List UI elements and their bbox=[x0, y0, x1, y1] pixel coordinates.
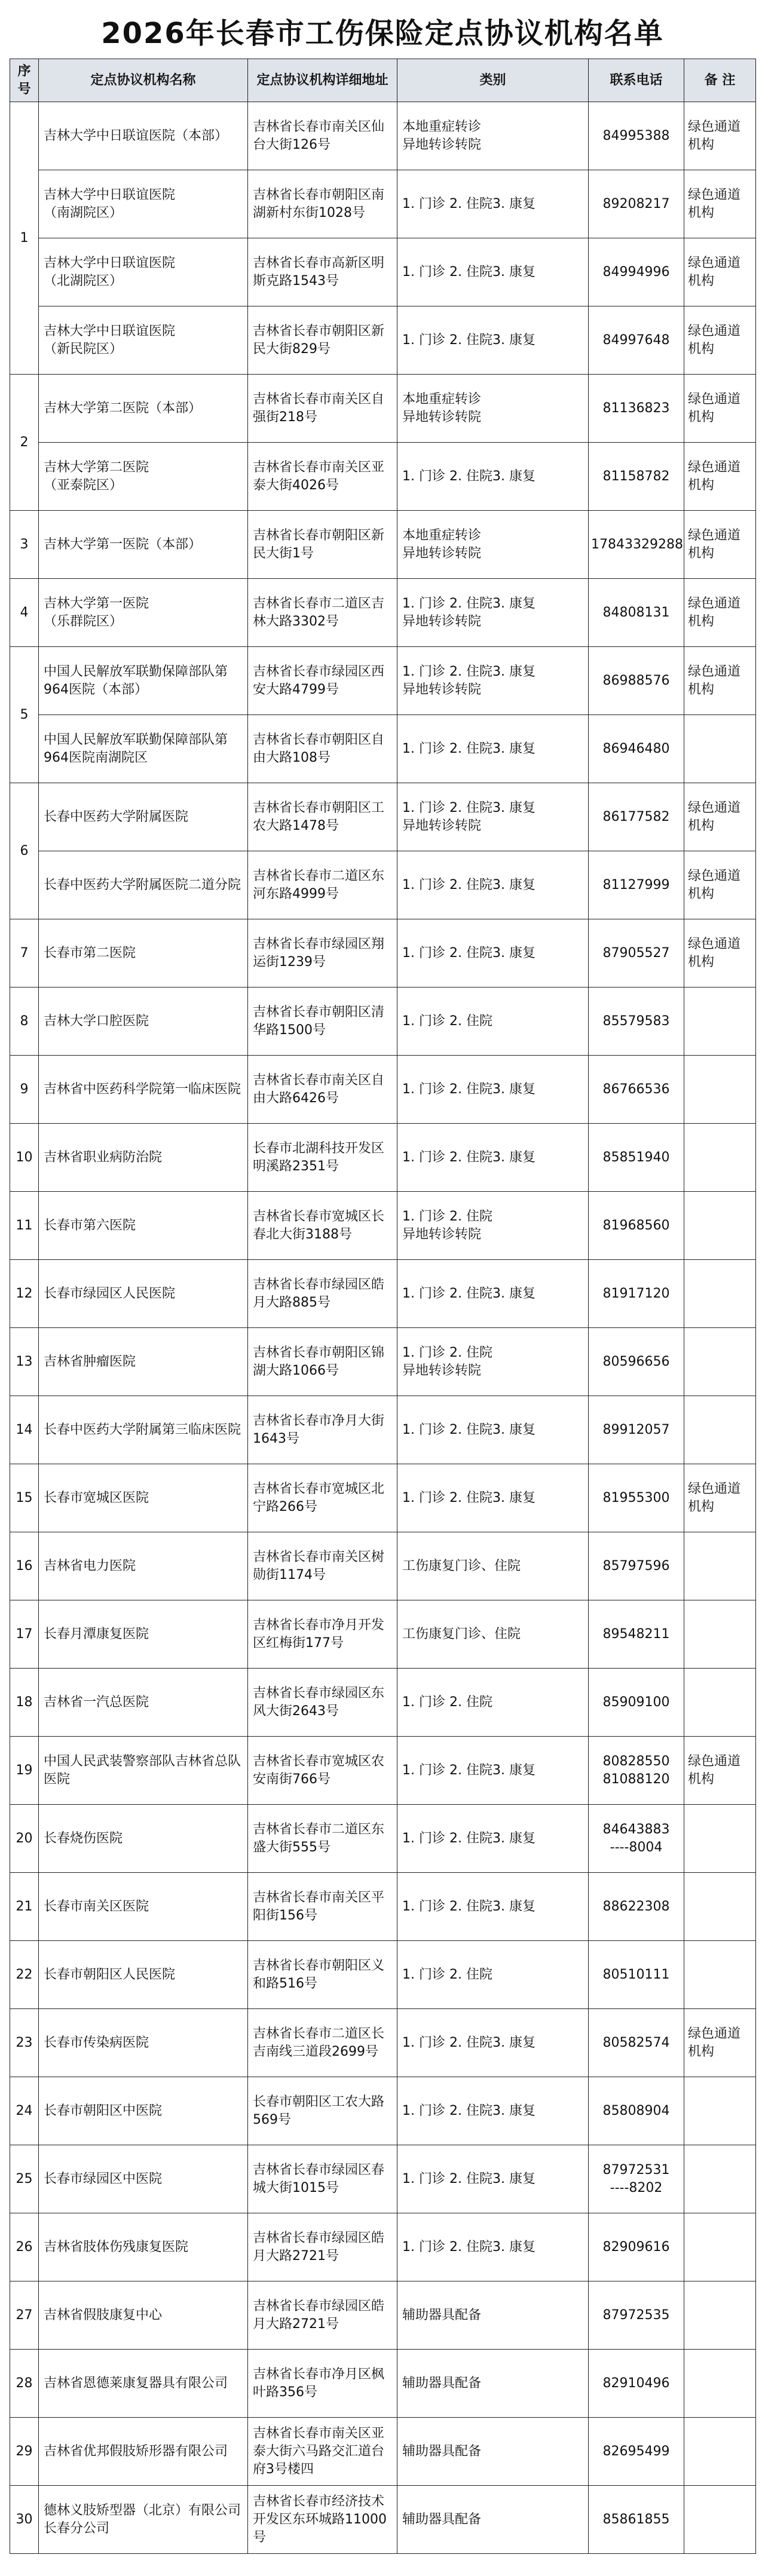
table-row bbox=[10, 2213, 756, 2281]
cell-address: 吉林省长春市朝阳区南湖新村东街1028号 bbox=[248, 170, 397, 238]
cell-name: 中国人民武装警察部队吉林省总队医院 bbox=[39, 1737, 248, 1805]
cell-category: 辅助器具配备 bbox=[397, 2486, 589, 2554]
cell-seq: 26 bbox=[10, 2213, 39, 2281]
cell-note bbox=[684, 1328, 756, 1396]
cell-address: 吉林省长春市南关区亚泰大街六马路交汇道台府3号楼四 bbox=[248, 2418, 397, 2486]
cell-note bbox=[684, 2486, 756, 2554]
cell-address: 吉林省长春市绿园区春城大街1015号 bbox=[248, 2145, 397, 2213]
cell-phone: 86766536 bbox=[589, 1056, 684, 1124]
cell-seq: 14 bbox=[10, 1396, 39, 1464]
cell-category: 本地重症转诊 异地转诊转院 bbox=[397, 102, 589, 170]
cell-address: 吉林省长春市朝阳区工农大路1478号 bbox=[248, 783, 397, 851]
cell-address: 吉林省长春市朝阳区新民大街829号 bbox=[248, 306, 397, 375]
cell-category: 辅助器具配备 bbox=[397, 2350, 589, 2418]
cell-category: 1. 门诊 2. 住院3. 康复 bbox=[397, 1805, 589, 1873]
table-row bbox=[10, 1805, 756, 1873]
cell-note: 绿色通道机构 bbox=[684, 1737, 756, 1805]
table-row bbox=[10, 2009, 756, 2077]
cell-name: 长春市南关区医院 bbox=[39, 1873, 248, 1941]
cell-note bbox=[684, 2350, 756, 2418]
cell-note: 绿色通道机构 bbox=[684, 102, 756, 170]
cell-seq: 19 bbox=[10, 1737, 39, 1805]
cell-phone: 81917120 bbox=[589, 1260, 684, 1328]
cell-seq: 25 bbox=[10, 2145, 39, 2213]
institution-table bbox=[10, 59, 756, 2554]
table-row bbox=[10, 511, 756, 579]
cell-phone: 80510111 bbox=[589, 1941, 684, 2009]
cell-phone: 85797596 bbox=[589, 1532, 684, 1600]
header-category: 类别 bbox=[397, 59, 589, 102]
table-row bbox=[10, 2486, 756, 2554]
cell-seq: 22 bbox=[10, 1941, 39, 2009]
cell-phone: 86177582 bbox=[589, 783, 684, 851]
cell-category: 1. 门诊 2. 住院 异地转诊转院 bbox=[397, 1328, 589, 1396]
cell-seq: 10 bbox=[10, 1124, 39, 1192]
cell-seq: 5 bbox=[10, 647, 39, 783]
table-row bbox=[10, 170, 756, 238]
cell-address: 吉林省长春市朝阳区新民大街1号 bbox=[248, 511, 397, 579]
cell-name: 长春月潭康复医院 bbox=[39, 1600, 248, 1669]
cell-seq: 9 bbox=[10, 1056, 39, 1124]
cell-category: 1. 门诊 2. 住院3. 康复 bbox=[397, 2213, 589, 2281]
table-row bbox=[10, 2281, 756, 2350]
cell-category: 本地重症转诊 异地转诊转院 bbox=[397, 375, 589, 443]
cell-name: 吉林大学中日联谊医院 （北湖院区） bbox=[39, 238, 248, 306]
cell-note bbox=[684, 1941, 756, 2009]
cell-note: 绿色通道机构 bbox=[684, 306, 756, 375]
table-row bbox=[10, 1464, 756, 1532]
cell-phone: 82695499 bbox=[589, 2418, 684, 2486]
cell-note bbox=[684, 1669, 756, 1737]
cell-category: 本地重症转诊 异地转诊转院 bbox=[397, 511, 589, 579]
cell-address: 吉林省长春市宽城区农安南街766号 bbox=[248, 1737, 397, 1805]
cell-address: 吉林省长春市宽城区北宁路266号 bbox=[248, 1464, 397, 1532]
cell-seq: 8 bbox=[10, 988, 39, 1056]
cell-seq: 4 bbox=[10, 579, 39, 647]
table-row bbox=[10, 2077, 756, 2145]
cell-note: 绿色通道机构 bbox=[684, 443, 756, 511]
cell-name: 德林义肢矫型器（北京）有限公司长春分公司 bbox=[39, 2486, 248, 2554]
table-row bbox=[10, 443, 756, 511]
cell-category: 1. 门诊 2. 住院3. 康复 异地转诊转院 bbox=[397, 579, 589, 647]
cell-note bbox=[684, 1056, 756, 1124]
cell-note: 绿色通道机构 bbox=[684, 170, 756, 238]
cell-note bbox=[684, 2213, 756, 2281]
cell-category: 1. 门诊 2. 住院3. 康复 bbox=[397, 2145, 589, 2213]
cell-name: 吉林大学中日联谊医院（本部） bbox=[39, 102, 248, 170]
cell-phone: 87905527 bbox=[589, 919, 684, 988]
cell-note bbox=[684, 2145, 756, 2213]
cell-name: 吉林省一汽总医院 bbox=[39, 1669, 248, 1737]
cell-address: 吉林省长春市净月开发区红梅街177号 bbox=[248, 1600, 397, 1669]
cell-seq: 24 bbox=[10, 2077, 39, 2145]
cell-seq: 23 bbox=[10, 2009, 39, 2077]
cell-seq: 28 bbox=[10, 2350, 39, 2418]
cell-seq: 7 bbox=[10, 919, 39, 988]
cell-address: 吉林省长春市宽城区长春北大街3188号 bbox=[248, 1192, 397, 1260]
cell-seq: 27 bbox=[10, 2281, 39, 2350]
cell-seq: 3 bbox=[10, 511, 39, 579]
cell-phone: 81127999 bbox=[589, 851, 684, 919]
cell-name: 长春市第二医院 bbox=[39, 919, 248, 988]
cell-name: 长春中医药大学附属第三临床医院 bbox=[39, 1396, 248, 1464]
cell-seq: 16 bbox=[10, 1532, 39, 1600]
cell-address: 吉林省长春市朝阳区清华路1500号 bbox=[248, 988, 397, 1056]
cell-address: 吉林省长春市朝阳区自由大路108号 bbox=[248, 715, 397, 783]
cell-address: 吉林省长春市绿园区皓月大路2721号 bbox=[248, 2213, 397, 2281]
cell-note bbox=[684, 1532, 756, 1600]
cell-phone: 81955300 bbox=[589, 1464, 684, 1532]
cell-phone: 85851940 bbox=[589, 1124, 684, 1192]
cell-category: 1. 门诊 2. 住院3. 康复 bbox=[397, 170, 589, 238]
cell-name: 长春市绿园区人民医院 bbox=[39, 1260, 248, 1328]
cell-name: 长春市绿园区中医院 bbox=[39, 2145, 248, 2213]
cell-category: 1. 门诊 2. 住院3. 康复 bbox=[397, 1056, 589, 1124]
cell-phone: 81968560 bbox=[589, 1192, 684, 1260]
cell-address: 吉林省长春市绿园区皓月大路885号 bbox=[248, 1260, 397, 1328]
table-row bbox=[10, 1328, 756, 1396]
cell-address: 吉林省长春市朝阳区义和路516号 bbox=[248, 1941, 397, 2009]
cell-category: 1. 门诊 2. 住院3. 康复 bbox=[397, 919, 589, 988]
table-row bbox=[10, 2418, 756, 2486]
cell-name: 吉林大学第二医院 （亚泰院区） bbox=[39, 443, 248, 511]
table-header-row bbox=[10, 59, 756, 102]
cell-category: 1. 门诊 2. 住院3. 康复 bbox=[397, 1124, 589, 1192]
cell-note bbox=[684, 1396, 756, 1464]
cell-phone: 86988576 bbox=[589, 647, 684, 715]
cell-name: 长春中医药大学附属医院二道分院 bbox=[39, 851, 248, 919]
cell-category: 1. 门诊 2. 住院3. 康复 bbox=[397, 1260, 589, 1328]
table-row bbox=[10, 1669, 756, 1737]
cell-seq: 11 bbox=[10, 1192, 39, 1260]
cell-name: 吉林大学第一医院（本部） bbox=[39, 511, 248, 579]
table-row bbox=[10, 1532, 756, 1600]
table-row bbox=[10, 1124, 756, 1192]
cell-note: 绿色通道机构 bbox=[684, 919, 756, 988]
cell-seq: 13 bbox=[10, 1328, 39, 1396]
cell-phone: 84808131 bbox=[589, 579, 684, 647]
cell-seq: 2 bbox=[10, 375, 39, 511]
cell-seq: 15 bbox=[10, 1464, 39, 1532]
table-row bbox=[10, 2145, 756, 2213]
cell-address: 吉林省长春市二道区东盛大街555号 bbox=[248, 1805, 397, 1873]
table-row bbox=[10, 102, 756, 170]
cell-phone: 89208217 bbox=[589, 170, 684, 238]
cell-note: 绿色通道机构 bbox=[684, 511, 756, 579]
cell-address: 吉林省长春市净月区枫叶路356号 bbox=[248, 2350, 397, 2418]
cell-category: 工伤康复门诊、住院 bbox=[397, 1532, 589, 1600]
cell-address: 吉林省长春市绿园区翔运街1239号 bbox=[248, 919, 397, 988]
cell-category: 1. 门诊 2. 住院3. 康复 bbox=[397, 1396, 589, 1464]
table-row bbox=[10, 2350, 756, 2418]
cell-name: 中国人民解放军联勤保障部队第964医院（本部） bbox=[39, 647, 248, 715]
header-name: 定点协议机构名称 bbox=[39, 59, 248, 102]
cell-address: 吉林省长春市朝阳区锦湖大路1066号 bbox=[248, 1328, 397, 1396]
cell-seq: 21 bbox=[10, 1873, 39, 1941]
table-row bbox=[10, 919, 756, 988]
cell-category: 辅助器具配备 bbox=[397, 2418, 589, 2486]
cell-phone: 85808904 bbox=[589, 2077, 684, 2145]
cell-address: 吉林省长春市二道区东河东路4999号 bbox=[248, 851, 397, 919]
cell-note: 绿色通道机构 bbox=[684, 783, 756, 851]
cell-name: 长春市传染病医院 bbox=[39, 2009, 248, 2077]
table-row bbox=[10, 851, 756, 919]
cell-category: 1. 门诊 2. 住院3. 康复 bbox=[397, 1737, 589, 1805]
cell-address: 长春市朝阳区工农大路569号 bbox=[248, 2077, 397, 2145]
cell-name: 吉林省职业病防治院 bbox=[39, 1124, 248, 1192]
cell-address: 吉林省长春市绿园区皓月大路2721号 bbox=[248, 2281, 397, 2350]
cell-category: 1. 门诊 2. 住院3. 康复 bbox=[397, 443, 589, 511]
cell-name: 长春烧伤医院 bbox=[39, 1805, 248, 1873]
cell-seq: 6 bbox=[10, 783, 39, 919]
cell-address: 吉林省长春市南关区亚泰大街4026号 bbox=[248, 443, 397, 511]
table-row bbox=[10, 783, 756, 851]
cell-note: 绿色通道机构 bbox=[684, 375, 756, 443]
cell-note: 绿色通道机构 bbox=[684, 647, 756, 715]
table-row bbox=[10, 1873, 756, 1941]
cell-note: 绿色通道机构 bbox=[684, 851, 756, 919]
cell-address: 长春市北湖科技开发区明溪路2351号 bbox=[248, 1124, 397, 1192]
cell-note bbox=[684, 1260, 756, 1328]
header-address: 定点协议机构详细地址 bbox=[248, 59, 397, 102]
cell-category: 工伤康复门诊、住院 bbox=[397, 1600, 589, 1669]
cell-category: 1. 门诊 2. 住院 bbox=[397, 1669, 589, 1737]
table-row bbox=[10, 647, 756, 715]
cell-note: 绿色通道机构 bbox=[684, 2009, 756, 2077]
cell-name: 中国人民解放军联勤保障部队第964医院南湖院区 bbox=[39, 715, 248, 783]
cell-name: 吉林省肢体伤残康复医院 bbox=[39, 2213, 248, 2281]
cell-phone: 88622308 bbox=[589, 1873, 684, 1941]
cell-seq: 1 bbox=[10, 102, 39, 375]
cell-seq: 20 bbox=[10, 1805, 39, 1873]
table-row bbox=[10, 238, 756, 306]
cell-phone: 84997648 bbox=[589, 306, 684, 375]
header-note: 备 注 bbox=[684, 59, 756, 102]
cell-name: 吉林省肿瘤医院 bbox=[39, 1328, 248, 1396]
cell-phone: 85579583 bbox=[589, 988, 684, 1056]
cell-phone: 89912057 bbox=[589, 1396, 684, 1464]
cell-address: 吉林省长春市南关区树勋街1174号 bbox=[248, 1532, 397, 1600]
cell-phone: 87972531 ----8202 bbox=[589, 2145, 684, 2213]
cell-name: 吉林大学中日联谊医院 （南湖院区） bbox=[39, 170, 248, 238]
cell-seq: 17 bbox=[10, 1600, 39, 1669]
cell-phone: 81158782 bbox=[589, 443, 684, 511]
cell-address: 吉林省长春市高新区明斯克路1543号 bbox=[248, 238, 397, 306]
cell-address: 吉林省长春市绿园区东风大街2643号 bbox=[248, 1669, 397, 1737]
cell-note bbox=[684, 988, 756, 1056]
table-row bbox=[10, 1192, 756, 1260]
cell-address: 吉林省长春市净月大街1643号 bbox=[248, 1396, 397, 1464]
table-row bbox=[10, 715, 756, 783]
cell-note: 绿色通道机构 bbox=[684, 238, 756, 306]
document-title: 2026年长春市工伤保险定点协议机构名单 bbox=[101, 17, 664, 50]
cell-phone: 17843329288 bbox=[589, 511, 684, 579]
cell-note bbox=[684, 2281, 756, 2350]
cell-note bbox=[684, 2077, 756, 2145]
cell-address: 吉林省长春市经济技术开发区东环城路11000号 bbox=[248, 2486, 397, 2554]
table-row bbox=[10, 1600, 756, 1669]
cell-category: 1. 门诊 2. 住院3. 康复 bbox=[397, 715, 589, 783]
cell-seq: 29 bbox=[10, 2418, 39, 2486]
cell-note bbox=[684, 2418, 756, 2486]
cell-name: 吉林大学口腔医院 bbox=[39, 988, 248, 1056]
cell-category: 1. 门诊 2. 住院3. 康复 bbox=[397, 851, 589, 919]
cell-address: 吉林省长春市南关区自强街218号 bbox=[248, 375, 397, 443]
cell-phone: 84643883 ----8004 bbox=[589, 1805, 684, 1873]
cell-category: 1. 门诊 2. 住院3. 康复 bbox=[397, 2077, 589, 2145]
cell-category: 1. 门诊 2. 住院3. 康复 bbox=[397, 238, 589, 306]
cell-note: 绿色通道机构 bbox=[684, 579, 756, 647]
cell-seq: 18 bbox=[10, 1669, 39, 1737]
cell-phone: 86946480 bbox=[589, 715, 684, 783]
cell-note bbox=[684, 1124, 756, 1192]
cell-phone: 80582574 bbox=[589, 2009, 684, 2077]
table-row bbox=[10, 1260, 756, 1328]
cell-category: 1. 门诊 2. 住院3. 康复 bbox=[397, 1464, 589, 1532]
cell-name: 吉林省恩德莱康复器具有限公司 bbox=[39, 2350, 248, 2418]
cell-category: 1. 门诊 2. 住院3. 康复 bbox=[397, 2009, 589, 2077]
cell-phone: 85861855 bbox=[589, 2486, 684, 2554]
cell-seq: 12 bbox=[10, 1260, 39, 1328]
cell-phone: 85909100 bbox=[589, 1669, 684, 1737]
cell-category: 1. 门诊 2. 住院3. 康复 异地转诊转院 bbox=[397, 647, 589, 715]
cell-note bbox=[684, 1873, 756, 1941]
table-row bbox=[10, 1737, 756, 1805]
cell-name: 长春市朝阳区中医院 bbox=[39, 2077, 248, 2145]
table-row bbox=[10, 306, 756, 375]
cell-address: 吉林省长春市二道区吉林大路3302号 bbox=[248, 579, 397, 647]
cell-address: 吉林省长春市绿园区西安大路4799号 bbox=[248, 647, 397, 715]
table-row bbox=[10, 375, 756, 443]
cell-name: 长春市宽城区医院 bbox=[39, 1464, 248, 1532]
cell-name: 长春中医药大学附属医院 bbox=[39, 783, 248, 851]
cell-name: 吉林大学第一医院 （乐群院区） bbox=[39, 579, 248, 647]
table-row bbox=[10, 1396, 756, 1464]
cell-name: 吉林省优邦假肢矫形器有限公司 bbox=[39, 2418, 248, 2486]
cell-category: 1. 门诊 2. 住院 异地转诊转院 bbox=[397, 1192, 589, 1260]
cell-category: 辅助器具配备 bbox=[397, 2281, 589, 2350]
cell-address: 吉林省长春市南关区仙台大街126号 bbox=[248, 102, 397, 170]
cell-address: 吉林省长春市南关区自由大路6426号 bbox=[248, 1056, 397, 1124]
cell-phone: 84995388 bbox=[589, 102, 684, 170]
cell-phone: 87972535 bbox=[589, 2281, 684, 2350]
table-row bbox=[10, 1056, 756, 1124]
cell-category: 1. 门诊 2. 住院3. 康复 bbox=[397, 306, 589, 375]
cell-category: 1. 门诊 2. 住院3. 康复 异地转诊转院 bbox=[397, 783, 589, 851]
cell-note: 绿色通道机构 bbox=[684, 1464, 756, 1532]
cell-address: 吉林省长春市二道区长吉南线三道段2699号 bbox=[248, 2009, 397, 2077]
cell-name: 长春市第六医院 bbox=[39, 1192, 248, 1260]
cell-name: 吉林大学第二医院（本部） bbox=[39, 375, 248, 443]
cell-category: 1. 门诊 2. 住院 bbox=[397, 988, 589, 1056]
header-seq: 序号 bbox=[10, 59, 39, 102]
cell-name: 长春市朝阳区人民医院 bbox=[39, 1941, 248, 2009]
cell-note bbox=[684, 1600, 756, 1669]
cell-name: 吉林大学中日联谊医院 （新民院区） bbox=[39, 306, 248, 375]
cell-phone: 80828550 81088120 bbox=[589, 1737, 684, 1805]
cell-note bbox=[684, 1805, 756, 1873]
cell-phone: 84994996 bbox=[589, 238, 684, 306]
cell-phone: 80596656 bbox=[589, 1328, 684, 1396]
table-body bbox=[10, 102, 756, 2554]
table-row bbox=[10, 579, 756, 647]
cell-category: 1. 门诊 2. 住院 bbox=[397, 1941, 589, 2009]
table-row bbox=[10, 1941, 756, 2009]
cell-address: 吉林省长春市南关区平阳街156号 bbox=[248, 1873, 397, 1941]
cell-name: 吉林省中医药科学院第一临床医院 bbox=[39, 1056, 248, 1124]
cell-phone: 82910496 bbox=[589, 2350, 684, 2418]
header-phone: 联系电话 bbox=[589, 59, 684, 102]
cell-note bbox=[684, 715, 756, 783]
cell-phone: 82909616 bbox=[589, 2213, 684, 2281]
cell-phone: 81136823 bbox=[589, 375, 684, 443]
cell-name: 吉林省电力医院 bbox=[39, 1532, 248, 1600]
cell-seq: 30 bbox=[10, 2486, 39, 2554]
cell-name: 吉林省假肢康复中心 bbox=[39, 2281, 248, 2350]
cell-category: 1. 门诊 2. 住院3. 康复 bbox=[397, 1873, 589, 1941]
cell-phone: 89548211 bbox=[589, 1600, 684, 1669]
cell-note bbox=[684, 1192, 756, 1260]
table-row bbox=[10, 988, 756, 1056]
